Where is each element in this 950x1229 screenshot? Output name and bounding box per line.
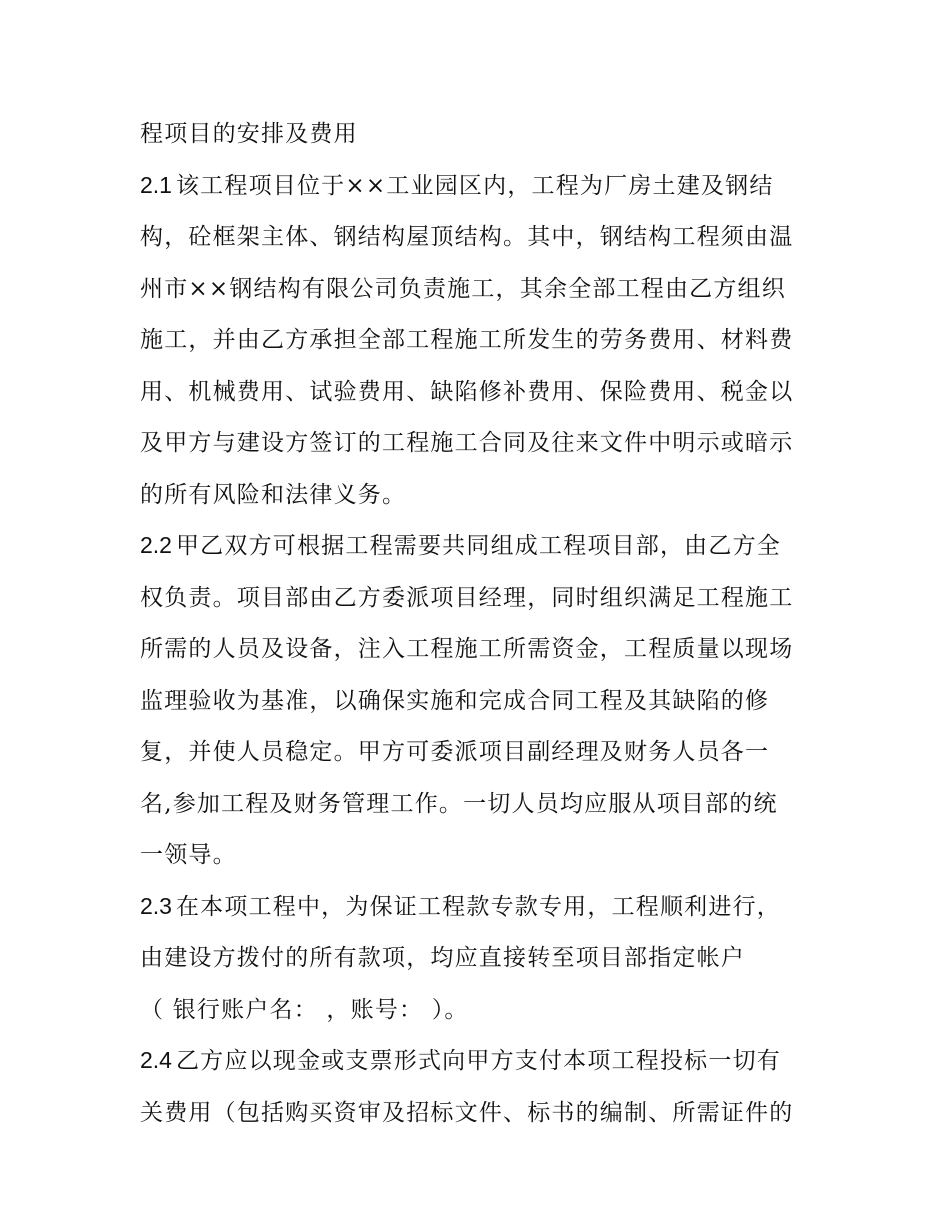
line-text: 名,参加工程及财务管理工作。一切人员均应服从项目部的统: [140, 790, 778, 817]
line-text: 在本项工程中，为保证工程款专款专用，工程顺利进行，: [175, 893, 781, 920]
text-line: [140, 881, 820, 933]
text-line: [140, 1035, 820, 1087]
clause-number: 2.3: [140, 892, 172, 919]
line-text: 权负责。项目部由乙方委派项目经理，同时组织满足工程施工: [140, 584, 794, 611]
line-text: 及甲方与建设方签订的工程施工合同及往来文件中明示或暗示: [140, 430, 794, 456]
text-line: [140, 520, 820, 572]
text-line: [140, 726, 820, 778]
line-text: 乙方应以现金或支票形式向甲方支付本项工程投标一切有: [175, 1048, 781, 1074]
text-line: [140, 108, 820, 160]
text-line: [140, 314, 820, 366]
text-line: [140, 211, 820, 263]
line-text: 所需的人员及设备，注入工程施工所需资金，工程质量以现场: [140, 636, 794, 662]
line-text: 监理验收为基准，以确保实施和完成合同工程及其缺陷的修: [140, 687, 770, 714]
contract-text: [140, 108, 820, 1138]
line-text: 施工，并由乙方承担全部工程施工所发生的劳务费用、材料费: [140, 327, 794, 353]
line-text: 甲乙双方可根据工程需要共同组成工程项目部，由乙方全: [175, 533, 781, 559]
text-line: [140, 469, 820, 521]
clause-number: 2.1: [140, 171, 172, 198]
line-text: 的所有风险和法律义务。: [140, 481, 407, 508]
text-line: [140, 160, 820, 212]
line-text: 一领导。: [140, 842, 237, 868]
clause-number: 2.2: [140, 532, 172, 558]
text-line: [140, 417, 820, 469]
text-line: [140, 366, 820, 418]
line-text: 复，并使人员稳定。甲方可委派项目副经理及财务人员各一: [140, 739, 770, 765]
text-line: [140, 572, 820, 624]
line-text: 关费用（包括购买资审及招标文件、标书的编制、所需证件的: [140, 1099, 794, 1126]
line-text: 构，砼框架主体、钢结构屋顶结构。其中，钢结构工程须由温: [140, 224, 794, 250]
line-text: 用、机械费用、试验费用、缺陷修补费用、保险费用、税金以: [140, 378, 794, 405]
clause-number: 2.4: [140, 1047, 172, 1073]
text-line: [140, 675, 820, 727]
line-text: 州市××钢结构有限公司负责施工，其余全部工程由乙方组织: [140, 275, 786, 302]
text-line: [140, 829, 820, 881]
text-line: [140, 263, 820, 315]
text-line: [140, 932, 820, 984]
line-text: 程项目的安排及费用: [140, 121, 358, 147]
text-line: [140, 623, 820, 675]
line-text: （ 银行账户名： ，账号： ）。: [140, 996, 469, 1023]
text-line: [140, 984, 820, 1036]
line-text: 由建设方拨付的所有款项，均应直接转至项目部指定帐户: [140, 945, 745, 971]
line-text: 该工程项目位于××工业园区内，工程为厂房土建及钢结: [175, 172, 774, 199]
text-line: [140, 778, 820, 830]
text-line: [140, 1087, 820, 1139]
